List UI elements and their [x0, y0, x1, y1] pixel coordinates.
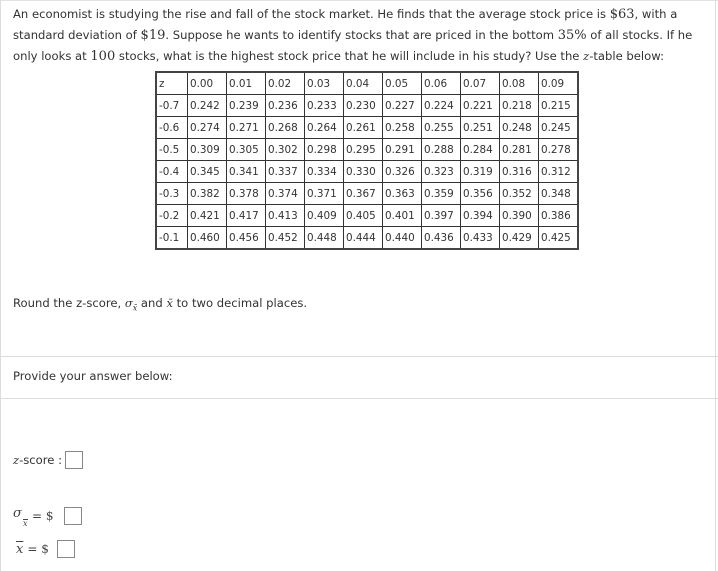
- z-table-header-cell: 0.09: [539, 72, 579, 95]
- z-table-value-cell: 0.337: [266, 161, 305, 183]
- problem-part5: stocks, what is the highest stock price that he will include in his study? Use the: [115, 49, 584, 63]
- z-table-value-cell: 0.326: [383, 161, 422, 183]
- round-note-xbar: x̄: [166, 296, 173, 310]
- z-table-value-cell: 0.215: [539, 95, 579, 117]
- xbar-input[interactable]: [57, 540, 75, 558]
- problem-z: z: [583, 49, 590, 63]
- z-table-value-cell: 0.221: [461, 95, 500, 117]
- z-table-value-cell: 0.245: [539, 117, 579, 139]
- sigma-row: [13, 506, 82, 526]
- z-table-header-cell: 0.01: [227, 72, 266, 95]
- sigma-input[interactable]: [64, 507, 82, 525]
- z-table-value-cell: 0.371: [305, 183, 344, 205]
- z-table-header-cell: 0.06: [422, 72, 461, 95]
- problem-sd: $19: [140, 28, 166, 43]
- z-table-value-cell: 0.452: [266, 227, 305, 250]
- z-table-value-cell: 0.421: [188, 205, 227, 227]
- z-table-value-cell: 0.330: [344, 161, 383, 183]
- z-table-value-cell: 0.242: [188, 95, 227, 117]
- z-table-value-cell: 0.224: [422, 95, 461, 117]
- z-table-value-cell: 0.248: [500, 117, 539, 139]
- z-table-value-cell: 0.367: [344, 183, 383, 205]
- problem-n: 100: [90, 49, 116, 64]
- problem-part1: An economist is studying the rise and fall of the stock market. He finds that the average stock price is: [13, 7, 610, 21]
- z-table-value-cell: 0.233: [305, 95, 344, 117]
- z-table-header-cell: 0.08: [500, 72, 539, 95]
- z-table-header-cell: 0.05: [383, 72, 422, 95]
- rounding-instruction: [13, 296, 307, 312]
- z-table-value-cell: 0.239: [227, 95, 266, 117]
- z-table-value-cell: 0.312: [539, 161, 579, 183]
- z-table-row: [156, 227, 578, 250]
- z-table-value-cell: 0.271: [227, 117, 266, 139]
- problem-part4: of all stocks. If he only looks at: [13, 28, 693, 63]
- z-table-value-cell: 0.356: [461, 183, 500, 205]
- z-table-value-cell: 0.401: [383, 205, 422, 227]
- z-table-value-cell: 0.305: [227, 139, 266, 161]
- sigma-xbar-symbol: [13, 506, 29, 526]
- z-table-value-cell: 0.386: [539, 205, 579, 227]
- problem-part6: -table below:: [589, 49, 664, 63]
- z-table-value-cell: 0.456: [227, 227, 266, 250]
- z-table-value-cell: 0.429: [500, 227, 539, 250]
- z-table-value-cell: 0.323: [422, 161, 461, 183]
- z-table-header-cell: 0.00: [188, 72, 227, 95]
- sigma-label: σ: [13, 506, 22, 521]
- section-divider-1: [0, 356, 718, 357]
- z-table-z-cell: -0.6: [156, 117, 188, 139]
- z-table-value-cell: 0.460: [188, 227, 227, 250]
- z-table-value-cell: 0.309: [188, 139, 227, 161]
- z-table-row: [156, 205, 578, 227]
- sigma-sub-label: x: [23, 519, 28, 528]
- z-table-z-cell: -0.3: [156, 183, 188, 205]
- z-table-header-row: [156, 72, 578, 95]
- z-table-value-cell: 0.218: [500, 95, 539, 117]
- z-table-value-cell: 0.348: [539, 183, 579, 205]
- z-table-value-cell: 0.291: [383, 139, 422, 161]
- z-table-value-cell: 0.298: [305, 139, 344, 161]
- z-table-value-cell: 0.227: [383, 95, 422, 117]
- z-table-row: [156, 95, 578, 117]
- section-divider-2: [0, 398, 718, 399]
- z-table-value-cell: 0.278: [539, 139, 579, 161]
- z-table-value-cell: 0.281: [500, 139, 539, 161]
- problem-pct: 35%: [557, 28, 587, 43]
- z-table-value-cell: 0.374: [266, 183, 305, 205]
- z-table: [155, 71, 579, 250]
- z-table-header-cell: 0.03: [305, 72, 344, 95]
- z-table-value-cell: 0.444: [344, 227, 383, 250]
- z-table-value-cell: 0.409: [305, 205, 344, 227]
- problem-mean: $63: [609, 7, 635, 22]
- z-table-value-cell: 0.316: [500, 161, 539, 183]
- z-table-value-cell: 0.264: [305, 117, 344, 139]
- z-table-value-cell: 0.413: [266, 205, 305, 227]
- zscore-row: [13, 451, 83, 469]
- zscore-input[interactable]: [65, 451, 83, 469]
- z-table-value-cell: 0.258: [383, 117, 422, 139]
- z-table-value-cell: 0.448: [305, 227, 344, 250]
- z-table-value-cell: 0.251: [461, 117, 500, 139]
- z-table-row: [156, 183, 578, 205]
- z-table-value-cell: 0.295: [344, 139, 383, 161]
- z-table-value-cell: 0.345: [188, 161, 227, 183]
- z-table-value-cell: 0.341: [227, 161, 266, 183]
- xbar-eq-dollar: = $: [27, 542, 49, 556]
- z-table-row: [156, 117, 578, 139]
- z-table-value-cell: 0.394: [461, 205, 500, 227]
- z-table-value-cell: 0.319: [461, 161, 500, 183]
- zscore-z-label: z: [13, 453, 20, 467]
- z-table-header-cell: 0.02: [266, 72, 305, 95]
- problem-text: [13, 4, 713, 67]
- round-note-suffix: to two decimal places.: [172, 296, 308, 310]
- z-table-value-cell: 0.390: [500, 205, 539, 227]
- problem-part3: . Suppose he wants to identify stocks that are priced in the bottom: [165, 28, 558, 42]
- z-table-value-cell: 0.417: [227, 205, 266, 227]
- problem-part2: , with a standard deviation of: [13, 7, 678, 42]
- z-table-value-cell: 0.359: [422, 183, 461, 205]
- z-table-value-cell: 0.405: [344, 205, 383, 227]
- z-table-value-cell: 0.230: [344, 95, 383, 117]
- z-table-value-cell: 0.440: [383, 227, 422, 250]
- z-table-value-cell: 0.284: [461, 139, 500, 161]
- z-table-value-cell: 0.255: [422, 117, 461, 139]
- z-table-z-cell: -0.2: [156, 205, 188, 227]
- xbar-row: [16, 540, 75, 558]
- z-table-value-cell: 0.274: [188, 117, 227, 139]
- sigma-eq-dollar: = $: [32, 509, 54, 523]
- z-table-value-cell: 0.363: [383, 183, 422, 205]
- provide-answer-label: Provide your answer below:: [13, 369, 173, 383]
- z-table-value-cell: 0.378: [227, 183, 266, 205]
- z-table-value-cell: 0.268: [266, 117, 305, 139]
- z-table-z-cell: -0.7: [156, 95, 188, 117]
- z-table-value-cell: 0.433: [461, 227, 500, 250]
- round-note-sigma: σ: [124, 296, 133, 310]
- round-note-and: and: [137, 296, 167, 310]
- z-table-value-cell: 0.334: [305, 161, 344, 183]
- z-table-row: [156, 139, 578, 161]
- z-table-value-cell: 0.261: [344, 117, 383, 139]
- z-table-row: [156, 161, 578, 183]
- z-table-value-cell: 0.382: [188, 183, 227, 205]
- z-table-value-cell: 0.236: [266, 95, 305, 117]
- z-table-header-cell: 0.04: [344, 72, 383, 95]
- z-table-value-cell: 0.352: [500, 183, 539, 205]
- z-table-value-cell: 0.436: [422, 227, 461, 250]
- round-note-prefix: Round the z-score,: [13, 296, 125, 310]
- round-note-sigma-sub: x̄: [132, 303, 138, 313]
- z-table-value-cell: 0.425: [539, 227, 579, 250]
- z-table-value-cell: 0.302: [266, 139, 305, 161]
- z-table-z-cell: -0.1: [156, 227, 188, 250]
- z-table-value-cell: 0.397: [422, 205, 461, 227]
- z-table-value-cell: 0.288: [422, 139, 461, 161]
- z-table-z-cell: -0.4: [156, 161, 188, 183]
- z-table-header-cell: z: [156, 72, 188, 95]
- xbar-label: $\overline{x}$: [16, 541, 24, 557]
- z-table-z-cell: -0.5: [156, 139, 188, 161]
- zscore-label: -score :: [19, 453, 62, 467]
- z-table-header-cell: 0.07: [461, 72, 500, 95]
